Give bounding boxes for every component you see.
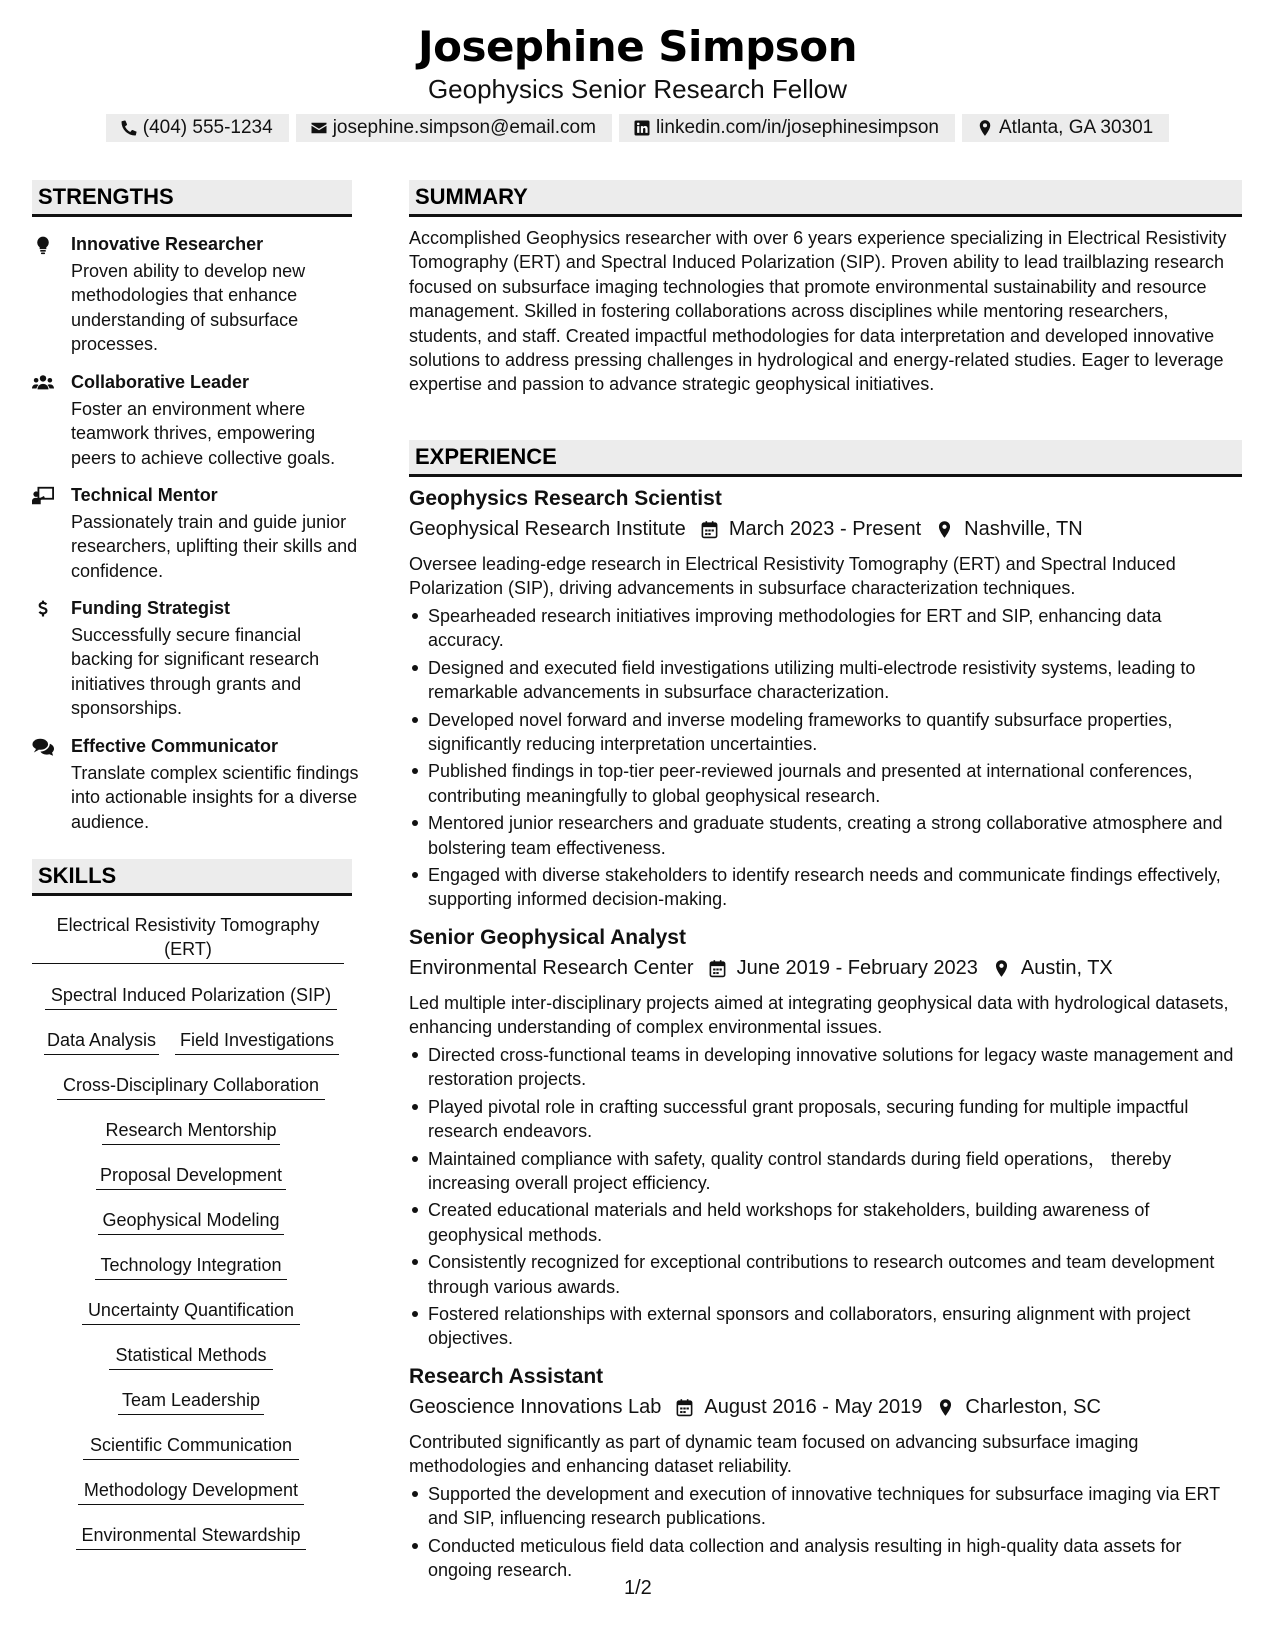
job-company: Geoscience Innovations Lab xyxy=(409,1396,662,1418)
bullet-item: Developed novel forward and inverse modeling frameworks to quantify subsurface properties, significantly reducing interpretation uncertainties. xyxy=(409,708,1239,757)
skill-tag: Proposal Development xyxy=(96,1163,286,1190)
strength-title: Technical Mentor xyxy=(71,485,218,505)
bullet-item: Published findings in top-tier peer-reviewed journals and presented at international conferences, contributing meaningfully to global geophysical research. xyxy=(409,759,1239,808)
job-title: Senior Geophysical Analyst xyxy=(409,926,686,949)
strength-title: Collaborative Leader xyxy=(71,372,250,392)
map-pin-icon xyxy=(935,520,954,539)
strengths-heading: STRENGTHS xyxy=(32,180,352,217)
calendar-icon xyxy=(675,1398,694,1417)
strength-title: Funding Strategist xyxy=(71,598,230,618)
skill-tag: Environmental Stewardship xyxy=(76,1523,306,1550)
job-meta xyxy=(409,957,1113,980)
contact-location xyxy=(962,114,1169,142)
contact-email-text: josephine.simpson@email.com xyxy=(332,117,596,138)
summary-text: Accomplished Geophysics researcher with over 6 years experience specializing in Electrical Resistivity Tomography (ERT) and Spectral Induced Polarization (SIP). Proven ability to lead trailblazing research focused on subsurface imaging technologies that promote environmental sustainability and resource management. Skilled in fostering collaborations across disciplines while mentoring researchers, students, and staff. Created impactful methodologies for data interpretation and developed innovative solutions to address pressing challenges in hydrological and energy-related studies. Eager to leverage expertise and passion to advance strategic geophysical initiatives. xyxy=(409,228,1227,395)
contact-location-text: Atlanta, GA 30301 xyxy=(999,117,1154,138)
job-description: Led multiple inter-disciplinary projects aimed at integrating geophysical data with hydrological datasets, enhancing understanding of complex environmental issues. xyxy=(409,993,1229,1038)
job-bullets xyxy=(409,1482,1239,1586)
job-location: Austin, TX xyxy=(1020,957,1113,979)
contact-linkedin[interactable] xyxy=(619,114,955,142)
calendar-icon xyxy=(708,959,727,978)
contact-linkedin-text: linkedin.com/in/josephinesimpson xyxy=(655,117,939,138)
job-meta xyxy=(409,1396,1101,1419)
job-bullets xyxy=(409,1043,1239,1354)
job-company: Environmental Research Center xyxy=(409,957,694,979)
job-dates: March 2023 - Present xyxy=(728,518,922,540)
contact-bar xyxy=(0,114,1275,142)
contact-phone-text: (404) 555-1234 xyxy=(142,117,273,138)
job-title: Geophysics Research Scientist xyxy=(409,487,722,510)
job-title: Research Assistant xyxy=(409,1365,604,1388)
skill-tag: Methodology Development xyxy=(78,1478,304,1505)
strength-desc: Proven ability to develop new methodologies that enhance understanding of subsurface processes. xyxy=(71,261,306,354)
summary-heading: SUMMARY xyxy=(409,180,1242,217)
skill-tag: Team Leadership xyxy=(118,1388,264,1415)
strength-desc: Foster an environment where teamwork thrives, empowering peers to achieve collective goals. xyxy=(71,399,336,468)
skill-tag: Data Analysis xyxy=(44,1028,159,1055)
map-pin-icon xyxy=(976,119,994,137)
bullet-item: Maintained compliance with safety, quality control standards during field operations， thereby increasing overall project efficiency. xyxy=(409,1147,1239,1196)
strength-desc: Passionately train and guide junior researchers, uplifting their skills and confidence. xyxy=(71,512,358,581)
bullet-item: Played pivotal role in crafting successful grant proposals, securing funding for multiple impactful research endeavors. xyxy=(409,1095,1239,1144)
bullet-item: Consistently recognized for exceptional contributions to research outcomes and team development through various awards. xyxy=(409,1250,1239,1299)
bullet-item: Engaged with diverse stakeholders to identify research needs and communicate findings effectively, supporting informed decision-making. xyxy=(409,863,1239,912)
candidate-title: Geophysics Senior Research Fellow xyxy=(427,74,848,104)
calendar-icon xyxy=(700,520,719,539)
contact-email[interactable] xyxy=(296,114,612,142)
contact-phone[interactable] xyxy=(106,114,289,142)
dollar-icon xyxy=(32,599,54,619)
linkedin-icon xyxy=(633,119,651,137)
experience-heading: EXPERIENCE xyxy=(409,440,1242,477)
job-dates: August 2016 - May 2019 xyxy=(704,1396,923,1418)
skill-tag: Statistical Methods xyxy=(109,1343,273,1370)
map-pin-icon xyxy=(936,1398,955,1417)
strength-title: Effective Communicator xyxy=(71,736,279,756)
bullet-item: Designed and executed field investigations utilizing multi-electrode resistivity systems, leading to remarkable advancements in subsurface characterization. xyxy=(409,656,1239,705)
envelope-icon xyxy=(310,119,328,137)
skill-tag: Uncertainty Quantification xyxy=(82,1298,300,1325)
skill-tag: Scientific Communication xyxy=(83,1433,299,1460)
job-meta xyxy=(409,518,1083,541)
phone-icon xyxy=(120,119,138,137)
job-company: Geophysical Research Institute xyxy=(409,518,686,540)
bullet-item: Conducted meticulous field data collection and analysis resulting in high-quality data assets for ongoing research. xyxy=(409,1534,1239,1583)
job-location: Nashville, TN xyxy=(964,518,1083,540)
job-location: Charleston, SC xyxy=(965,1396,1101,1418)
skill-tag: Cross-Disciplinary Collaboration xyxy=(57,1073,325,1100)
skill-tag: Spectral Induced Polarization (SIP) xyxy=(45,983,337,1010)
bullet-item: Supported the development and execution of innovative techniques for subsurface imaging via ERT and SIP, influencing research publications. xyxy=(409,1482,1239,1531)
map-pin-icon xyxy=(992,959,1011,978)
job-description: Contributed significantly as part of dynamic team focused on advancing subsurface imaging methodologies and enhancing dataset reliability. xyxy=(409,1432,1139,1477)
job-dates: June 2019 - February 2023 xyxy=(736,957,978,979)
candidate-name: Josephine Simpson xyxy=(417,22,858,71)
strength-desc: Translate complex scientific findings into actionable insights for a diverse audience. xyxy=(71,763,359,832)
skill-tag: Research Mentorship xyxy=(102,1118,280,1145)
strength-desc: Successfully secure financial backing for significant research initiatives through grants and sponsorships. xyxy=(71,625,320,718)
comments-icon xyxy=(32,737,54,757)
skill-tag: Technology Integration xyxy=(95,1253,287,1280)
bullet-item: Fostered relationships with external sponsors and collaborators, ensuring alignment with project objectives. xyxy=(409,1302,1239,1351)
bullet-item: Mentored junior researchers and graduate students, creating a strong collaborative atmosphere and bolstering team effectiveness. xyxy=(409,811,1239,860)
bullet-item: Directed cross-functional teams in developing innovative solutions for legacy waste management and restoration projects. xyxy=(409,1043,1239,1092)
bullet-item: Created educational materials and held workshops for stakeholders, building awareness of geophysical methods. xyxy=(409,1198,1239,1247)
job-bullets xyxy=(409,604,1239,915)
skills-heading: SKILLS xyxy=(32,859,352,896)
skill-tag: Geophysical Modeling xyxy=(98,1208,284,1235)
page-number: 1/2 xyxy=(624,1577,652,1599)
bullet-item: Spearheaded research initiatives improving methodologies for ERT and SIP, enhancing data accuracy. xyxy=(409,604,1239,653)
strength-title: Innovative Researcher xyxy=(71,234,264,254)
job-description: Oversee leading-edge research in Electrical Resistivity Tomography (ERT) and Spectral Induced Polarization (SIP), driving advancements in subsurface characterization techniques. xyxy=(409,554,1176,599)
lightbulb-icon xyxy=(32,235,54,255)
skill-tag: Field Investigations xyxy=(175,1028,339,1055)
chalkboard-teacher-icon xyxy=(32,486,54,506)
users-icon xyxy=(32,373,54,393)
skill-tag: Electrical Resistivity Tomography (ERT) xyxy=(32,913,344,964)
